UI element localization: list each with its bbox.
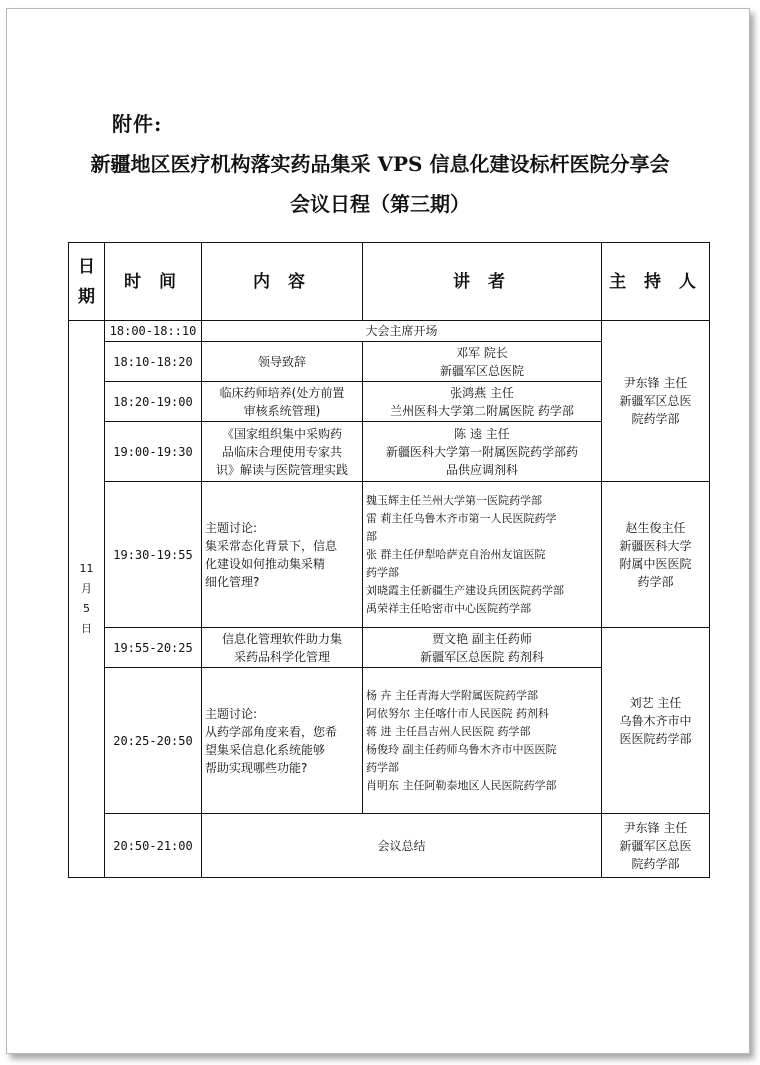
header-date-line: 期 <box>78 286 95 307</box>
host-line: 乌鲁木齐市中 <box>619 713 692 728</box>
host-line: 院药学部 <box>631 412 680 426</box>
host-line: 尹东锋 主任 <box>623 376 688 390</box>
time-cell: 19:30-19:55 <box>105 482 202 628</box>
speaker-line: 魏玉辉主任兰州大学第一医院药学部 <box>366 493 542 507</box>
content-line: 品临床合理使用专家共 <box>221 444 342 459</box>
speaker-line: 禹荣祥主任哈密市中心医院药学部 <box>366 601 531 615</box>
content-line: 采药品科学化管理 <box>233 649 330 664</box>
speaker-cell <box>363 482 602 628</box>
content-line: 领导致辞 <box>257 354 306 369</box>
speaker-line: 张 群主任伊犁哈萨克自治州友谊医院 <box>366 547 546 561</box>
date-line: 5 <box>83 602 90 615</box>
host-line: 新疆医科大学 <box>619 538 692 553</box>
time-cell: 18:00-18::10 <box>105 321 202 342</box>
speaker-line: 陈 逵 主任 <box>454 426 510 441</box>
speaker-line: 药学部 <box>366 565 399 579</box>
content-line: 识》解读与医院管理实践 <box>215 462 348 477</box>
content-line: 细化管理? <box>205 574 260 589</box>
header-host: 主 持 人 <box>602 243 710 321</box>
document-title: 新疆地区医疗机构落实药品集采 VPS 信息化建设标杆医院分享会 <box>90 152 670 176</box>
time-cell: 19:00-19:30 <box>105 422 202 482</box>
table-row <box>69 628 710 668</box>
content-line: 望集采信息化系统能够 <box>205 742 326 757</box>
table-header-row <box>69 243 710 321</box>
speaker-cell <box>363 668 602 814</box>
content-cell <box>202 422 363 482</box>
merged-content-cell: 会议总结 <box>202 814 602 878</box>
date-line: 日 <box>81 622 92 635</box>
host-line: 尹东锋 主任 <box>623 820 688 835</box>
content-line: 临床药师培养(处方前置 <box>219 385 345 400</box>
host-line: 院药学部 <box>631 856 680 871</box>
speaker-line: 邓军 院长 <box>456 345 508 360</box>
table-row <box>69 321 710 342</box>
date-line: 月 <box>81 582 92 595</box>
speaker-line: 刘晓霞主任新疆生产建设兵团医院药学部 <box>366 583 564 597</box>
speaker-line: 兰州医科大学第二附属医院 药学部 <box>390 403 574 418</box>
date-line: 11 <box>79 562 94 575</box>
schedule-table <box>68 242 710 878</box>
host-cell <box>602 482 710 628</box>
time-cell: 20:25-20:50 <box>105 668 202 814</box>
host-cell <box>602 628 710 814</box>
document-subtitle: 会议日程（第三期） <box>290 192 470 216</box>
speaker-line: 阿依努尔 主任喀什市人民医院 药剂科 <box>366 706 549 720</box>
time-cell: 18:20-19:00 <box>105 382 202 422</box>
content-line: 化建设如何推动集采精 <box>205 556 326 571</box>
speaker-line: 张鸿燕 主任 <box>450 385 514 400</box>
host-line: 药学部 <box>637 574 674 589</box>
content-cell <box>202 482 363 628</box>
host-line: 医医院药学部 <box>619 731 692 746</box>
table-row <box>69 814 710 878</box>
speaker-line: 部 <box>366 529 377 543</box>
speaker-line: 杨俊玲 副主任药师乌鲁木齐市中医医院 <box>366 742 557 756</box>
date-cell <box>69 321 105 878</box>
speaker-line: 杨 卉 主任青海大学附属医院药学部 <box>366 688 538 702</box>
header-speaker: 讲 者 <box>363 243 602 321</box>
speaker-cell <box>363 382 602 422</box>
time-cell: 19:55-20:25 <box>105 628 202 668</box>
host-line: 附属中医医院 <box>619 556 692 571</box>
speaker-cell <box>363 628 602 668</box>
content-cell <box>202 668 363 814</box>
speaker-line: 雷 莉主任乌鲁木齐市第一人民医院药学 <box>366 511 557 525</box>
host-cell <box>602 321 710 482</box>
merged-content-cell: 大会主席开场 <box>202 321 602 342</box>
speaker-line: 新疆医科大学第一附属医院药学部药 <box>385 444 578 459</box>
content-line: 《国家组织集中采购药 <box>221 426 342 441</box>
host-line: 新疆军区总医 <box>619 394 692 408</box>
host-cell <box>602 814 710 878</box>
content-line: 主题讨论: <box>205 520 258 535</box>
speaker-line: 新疆军区总医院 <box>439 363 524 378</box>
speaker-line: 贾文艳 副主任药师 <box>432 631 532 646</box>
content-line: 审核系统管理) <box>243 403 321 418</box>
content-line: 集采常态化背景下，信息 <box>205 538 338 553</box>
header-time: 时 间 <box>105 243 202 321</box>
attachment-label: 附件: <box>112 112 163 136</box>
speaker-line: 新疆军区总医院 药剂科 <box>420 649 544 664</box>
content-cell <box>202 628 363 668</box>
speaker-line: 药学部 <box>366 760 399 774</box>
host-line: 赵生俊主任 <box>625 520 686 535</box>
content-line: 主题讨论: <box>205 706 258 721</box>
header-date <box>69 243 105 321</box>
header-date-line: 日 <box>78 256 95 277</box>
host-line: 刘艺 主任 <box>629 695 682 710</box>
content-cell <box>202 382 363 422</box>
time-cell: 18:10-18:20 <box>105 342 202 382</box>
time-cell: 20:50-21:00 <box>105 814 202 878</box>
table-row <box>69 482 710 628</box>
content-line: 从药学部角度来看，您希 <box>205 724 338 739</box>
content-line: 帮助实现哪些功能? <box>205 760 308 775</box>
speaker-line: 肖明东 主任阿勒泰地区人民医院药学部 <box>366 778 557 792</box>
speaker-cell <box>363 342 602 382</box>
speaker-line: 品供应调剂科 <box>445 462 518 477</box>
speaker-line: 蒋 进 主任昌吉州人民医院 药学部 <box>366 724 531 738</box>
content-cell <box>202 342 363 382</box>
speaker-cell <box>363 422 602 482</box>
content-line: 信息化管理软件助力集 <box>221 631 342 646</box>
host-line: 新疆军区总医 <box>619 838 692 853</box>
header-content: 内 容 <box>202 243 363 321</box>
